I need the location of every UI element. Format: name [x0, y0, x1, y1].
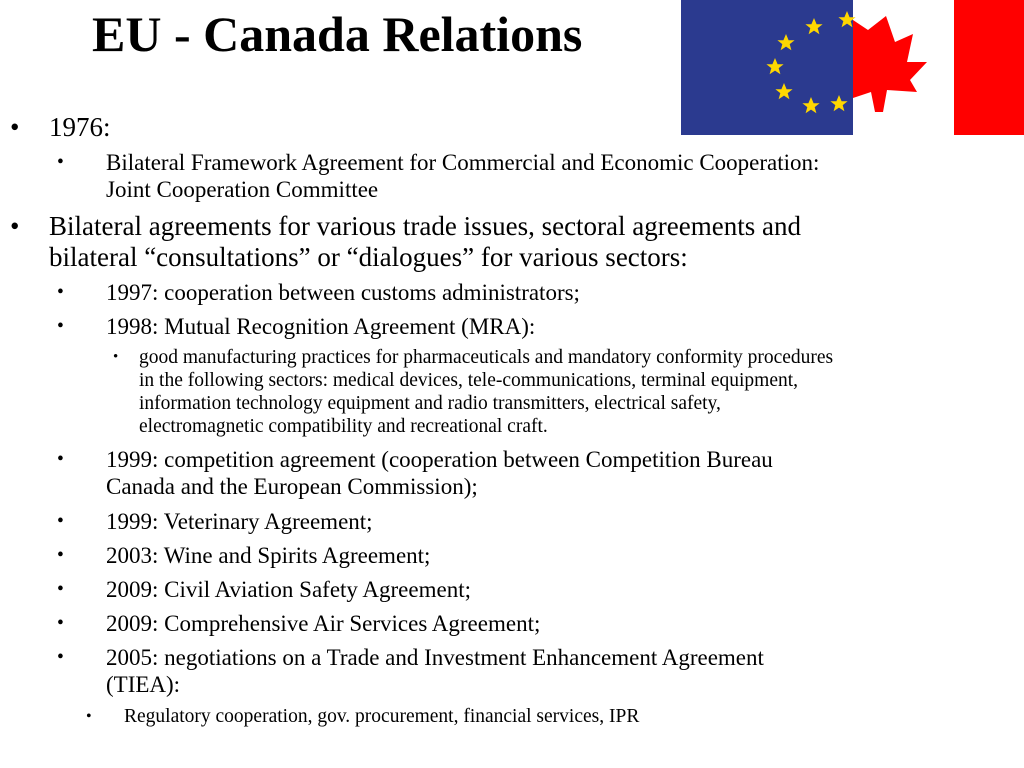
- bullet-2009-air-services: 2009: Comprehensive Air Services Agreement;: [106, 611, 541, 636]
- bullet-1976: 1976:: [49, 112, 111, 142]
- bullet-line: electromagnetic compatibility and recreational craft.: [139, 416, 548, 437]
- bullet-line: Bilateral Framework Agreement for Commercial and Economic Cooperation:: [106, 150, 820, 175]
- eu-canada-flag-image: [681, 0, 1024, 135]
- bullet-mra-sectors: [139, 346, 833, 438]
- bullet-line: Joint Cooperation Committee: [106, 177, 379, 202]
- bullet-marker: •: [57, 613, 64, 634]
- bullet-marker: •: [57, 449, 64, 470]
- bullet-marker: •: [57, 579, 64, 600]
- bullet-marker: •: [113, 349, 119, 365]
- bullet-marker: •: [57, 316, 64, 337]
- bullet-marker: •: [57, 152, 64, 173]
- bullet-2009-civil-aviation: 2009: Civil Aviation Safety Agreement;: [106, 577, 471, 602]
- bullet-1999-veterinary: 1999: Veterinary Agreement;: [106, 509, 373, 534]
- bullet-marker: •: [86, 708, 92, 725]
- bullet-line: Bilateral agreements for various trade issues, sectoral agreements and: [49, 211, 801, 241]
- bullet-2003-wine: 2003: Wine and Spirits Agreement;: [106, 543, 431, 568]
- bullet-marker: •: [57, 545, 64, 566]
- bullet-bilateral-agreements: [49, 211, 801, 273]
- bullet-line: 1999: competition agreement (cooperation between Competition Bureau: [106, 447, 773, 472]
- bullet-tiea-topics: Regulatory cooperation, gov. procurement, financial services, IPR: [124, 706, 640, 727]
- slide-title: EU - Canada Relations: [92, 6, 583, 62]
- bullet-line: (TIEA):: [106, 672, 181, 697]
- bullet-line: information technology equipment and radio transmitters, electrical safety,: [139, 393, 721, 414]
- bullet-1998-mra: 1998: Mutual Recognition Agreement (MRA):: [106, 314, 536, 339]
- bullet-1997-customs: 1997: cooperation between customs administrators;: [106, 280, 580, 305]
- bullet-2005-tiea: [106, 644, 764, 698]
- eu-flag-field: [681, 0, 853, 135]
- bullet-marker: •: [57, 511, 64, 532]
- bullet-framework-agreement: [106, 149, 819, 203]
- bullet-line: bilateral “consultations” or “dialogues” for various sectors:: [49, 242, 688, 272]
- bullet-line: good manufacturing practices for pharmaceuticals and mandatory conformity procedures: [139, 347, 834, 368]
- bullet-1999-competition: [106, 446, 773, 500]
- bullet-marker: •: [10, 112, 20, 142]
- bullet-marker: •: [57, 282, 64, 303]
- canada-flag-red-band: [954, 0, 1024, 135]
- bullet-line: 2005: negotiations on a Trade and Investment Enhancement Agreement: [106, 645, 764, 670]
- bullet-marker: •: [57, 647, 64, 668]
- bullet-line: Canada and the European Commission);: [106, 474, 478, 499]
- bullet-marker: •: [10, 211, 20, 241]
- bullet-line: in the following sectors: medical devices, tele-communications, terminal equipment,: [139, 370, 799, 391]
